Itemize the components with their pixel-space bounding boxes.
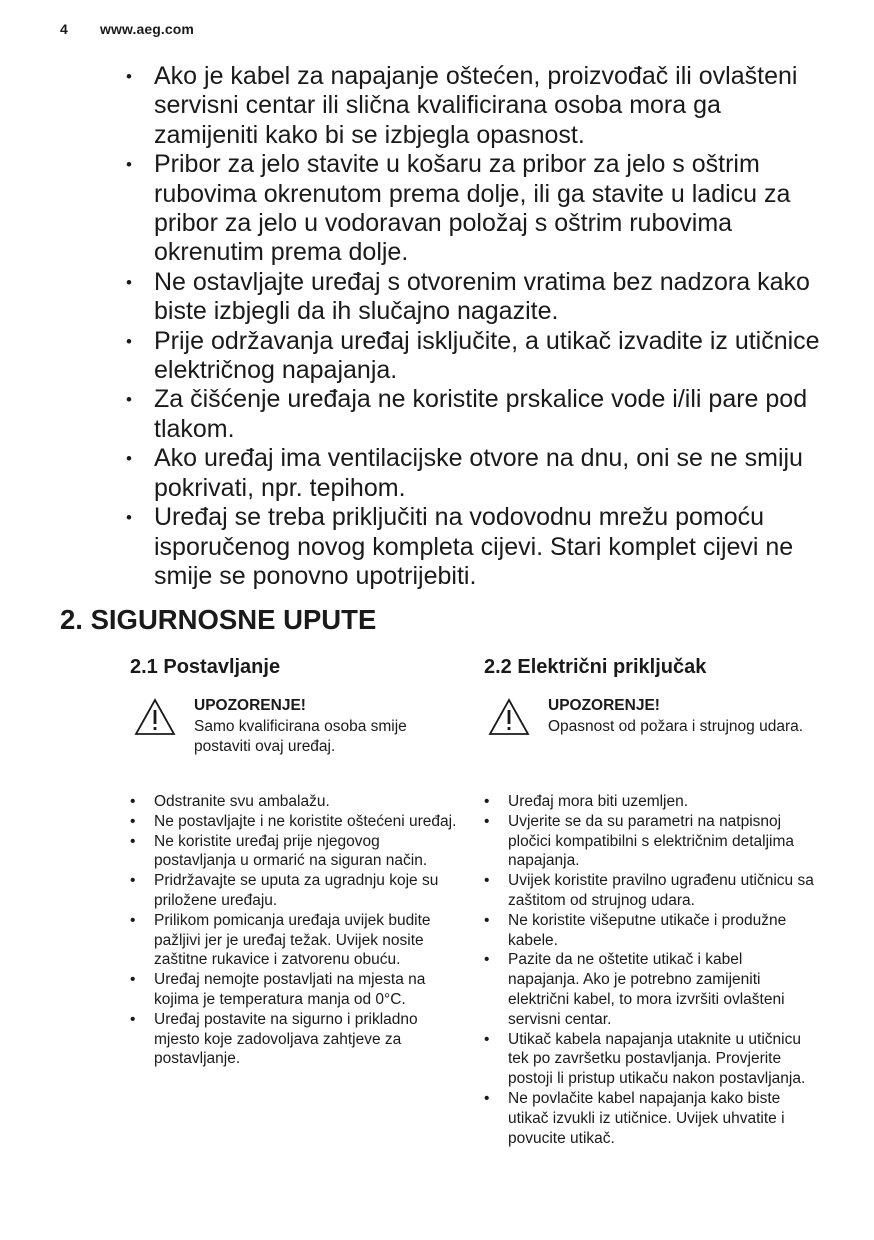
list-item: • Ne povlačite kabel napajanja kako biste utikač izvukli iz utičnice. Uvijek uhvatite i povucite utikač.	[484, 1089, 814, 1148]
list-item: • Uvjerite se da su parametri na natpisnoj pločici kompatibilni s električnim detaljima napajanja.	[484, 812, 814, 871]
warning-title: UPOZORENJE!	[548, 697, 660, 714]
list-item: • Pridržavajte se uputa za ugradnju koje su priložene uređaju.	[130, 871, 460, 911]
warning-box	[130, 696, 460, 770]
electrical-bullet-list	[484, 792, 814, 1148]
warning-box	[484, 696, 814, 770]
list-item: • Ako je kabel za napajanje oštećen, proizvođač ili ovlašteni servisni centar ili slična kvalificirana osoba mora ga zamijeniti kako bi se izbjegla opasnost.	[126, 62, 826, 150]
warning-text: Opasnost od požara i strujnog udara.	[548, 717, 804, 735]
subsection-title-electrical: 2.2 Električni priključak	[484, 656, 707, 678]
list-item: • Uvijek koristite pravilno ugrađenu utičnicu sa zaštitom od strujnog udara.	[484, 871, 814, 911]
warning-title: UPOZORENJE!	[194, 697, 306, 714]
list-item: • Uređaj mora biti uzemljen.	[484, 792, 814, 812]
warning-text: Samo kvalificirana osoba smije postaviti ovaj uređaj.	[194, 717, 407, 755]
installation-bullet-list	[130, 792, 460, 1069]
list-item: • Odstranite svu ambalažu.	[130, 792, 460, 812]
electrical-column	[484, 654, 814, 1148]
list-item: • Ne koristite višeputne utikače i produžne kabele.	[484, 911, 814, 951]
installation-column	[130, 654, 460, 1069]
list-item: • Uređaj postavite na sigurno i prikladno mjesto koje zadovoljava zahtjeve za postavljanje.	[130, 1010, 460, 1069]
subsection-title-installation: 2.1 Postavljanje	[130, 656, 281, 678]
list-item: • Za čišćenje uređaja ne koristite prskalice vode i/ili pare pod tlakom.	[126, 385, 826, 444]
list-item: • Uređaj nemojte postavljati na mjesta na kojima je temperatura manja od 0°C.	[130, 970, 460, 1010]
list-item: • Pribor za jelo stavite u košaru za pribor za jelo s oštrim rubovima okrenutom prema dolje, ili ga stavite u ladicu za pribor za jelo u vodoravan položaj s oštrim rubovima okrenutim prema dolje.	[126, 150, 826, 268]
list-item: • Ako uređaj ima ventilacijske otvore na dnu, oni se ne smiju pokrivati, npr. tepihom.	[126, 444, 826, 503]
list-item: • Ne koristite uređaj prije njegovog postavljanja u ormarić na siguran način.	[130, 832, 460, 872]
safety-bullet-list	[126, 62, 826, 591]
list-item: • Prije održavanja uređaj isključite, a utikač izvadite iz utičnice električnog napajanja.	[126, 327, 826, 386]
list-item: • Utikač kabela napajanja utaknite u utičnicu tek po završetku postavljanja. Provjerite postoji li pristup utikaču nakon postavljanja.	[484, 1030, 814, 1089]
website-link[interactable]: www.aeg.com	[100, 21, 194, 37]
list-item: • Prilikom pomicanja uređaja uvijek budite pažljivi jer je uređaj težak. Uvijek nosite zaštitne rukavice i zatvorenu obuću.	[130, 911, 460, 970]
list-item: • Ne ostavljajte uređaj s otvorenim vratima bez nadzora kako biste izbjegli da ih slučajno nagazite.	[126, 268, 826, 327]
page-number: 4	[60, 21, 68, 37]
section-title: 2. SIGURNOSNE UPUTE	[60, 604, 377, 635]
list-item: • Pazite da ne oštetite utikač i kabel napajanja. Ako je potrebno zamijeniti električni kabel, to mora izvršiti ovlašteni servisni centar.	[484, 950, 814, 1029]
list-item: • Uređaj se treba priključiti na vodovodnu mrežu pomoću isporučenog novog kompleta cijevi. Stari komplet cijevi ne smije se ponovno upotrijebiti.	[126, 503, 826, 591]
warning-triangle-icon	[134, 698, 176, 736]
list-item: • Ne postavljajte i ne koristite oštećeni uređaj.	[130, 812, 460, 832]
page-header	[60, 21, 194, 37]
warning-triangle-icon	[488, 698, 530, 736]
